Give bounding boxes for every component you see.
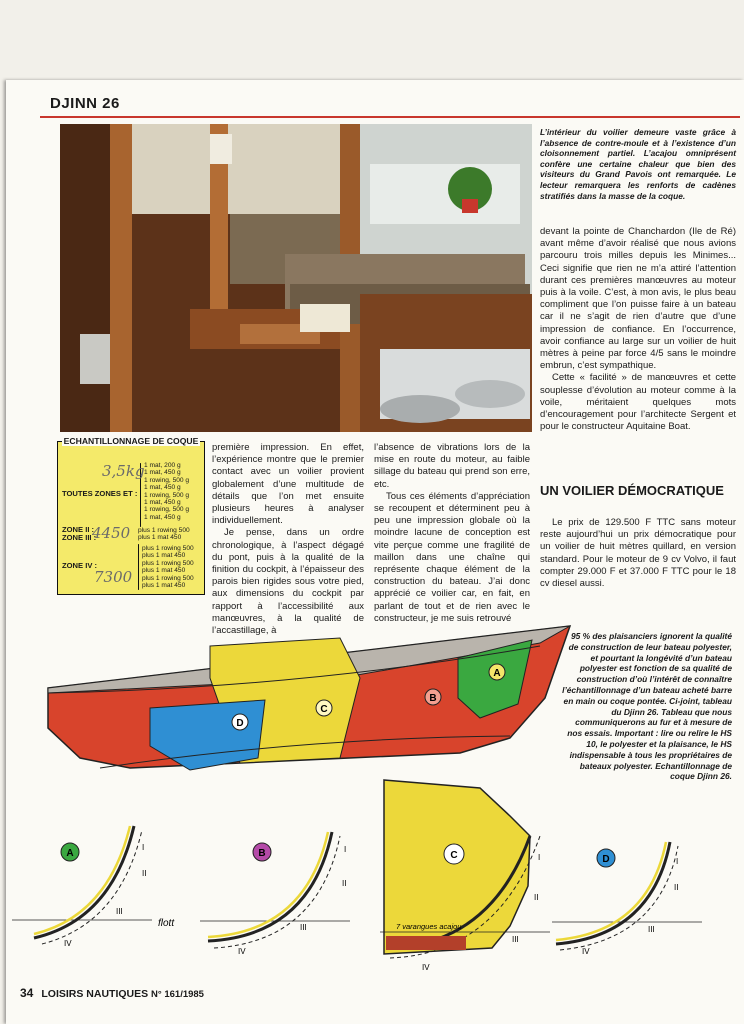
- interior-photo-drawing: [60, 124, 532, 432]
- section-c-roman: II: [534, 893, 539, 902]
- hull-label-b: B: [429, 693, 437, 704]
- sampling-table: [57, 436, 205, 595]
- brace-zone-4: [138, 544, 139, 590]
- section-b: [200, 826, 380, 966]
- paragraph: Tous ces éléments d’appréciation se recoupent et déterminent peu à peu une impression globale où la moindre lacune de conception est vite perçue comme une fragilité de maillon dans une chaîne qui représente chaque élément de la construction du bateau. J’ai donc apprécié ce voilier car, en fait, en parlant de tout et de rien avec le constructeur, je me suis retrouvé: [374, 490, 530, 624]
- zone-all-label: TOUTES ZONES ET :: [62, 489, 138, 498]
- section-c-roman: IV: [422, 963, 430, 972]
- handwritten-note-3: 7300: [94, 568, 133, 586]
- paragraph: Le prix de 129.500 F TTC sans moteur reste aujourd’hui un prix démocratique pour un voilier de huit mètres quillard, en version standard. Pour le moteur de 9 cv Volvo, il faut compter 29.000 F et 37.000 F TTC pour le 18 cv diesel aussi.: [540, 517, 736, 590]
- section-c-label: C: [450, 850, 458, 861]
- header-rule: [40, 116, 740, 118]
- subheading: UN VOILIER DÉMOCRATIQUE: [540, 483, 724, 498]
- hull-label-a: A: [493, 668, 501, 679]
- section-d-roman: IV: [582, 947, 590, 956]
- zone-3-label: ZONE III :: [62, 533, 97, 542]
- section-a-roman: II: [142, 869, 147, 878]
- section-a-roman: III: [116, 907, 123, 916]
- magazine-name: LOISIRS NAUTIQUES: [41, 988, 149, 1000]
- handwritten-note-2: 4450: [92, 524, 131, 542]
- zone-all-items: 1 mat, 200 g 1 mat, 450 g 1 rowing, 500 g 1 mat, 450 g 1 rowing, 500 g 1 mat, 450 g 1 rowing, 500 g 1 mat, 450 g: [144, 462, 190, 521]
- column-left: [212, 442, 364, 637]
- section-b-roman: III: [300, 923, 307, 932]
- column-middle: [374, 442, 530, 625]
- zone-4-items: plus 1 rowing 500 plus 1 mat 450 plus 1 rowing 500 plus 1 mat 450 plus 1 rowing 500 plus 1 mat 450: [142, 545, 194, 590]
- diagram-caption: 95 % des plaisanciers ignorent la qualité de construction de leur bateau polyester, et pourtant la longévité d’un bateau polyester est fonction de sa qualité de construction d’où l’intérêt de connaître l’échantillonnage d’un bateau acheté barre en main ou coque pontée. Ci-joint, tableau du Djinn 26. Tableau que nous communiquerons au fur et à mesure de nos essais. Important : lire ou relire le HS 10, le polyester et la plaisance, le HS indispensable à tous les propriétaires de bateaux polyester. Echantillonnage de coque Djinn 26.: [562, 631, 732, 782]
- paragraph: devant la pointe de Chanchardon (Ile de Ré) avant même d’avoir réalisé que nous avions parcouru trois milles depuis les Minimes... Ceci signifie que rien ne m’a attiré l’attention durant ces premières manœuvres au moteur puis à la voile. C’est, à mon avis, le plus beau compliment que l’on puisse faire à un bateau car il ne s’agit de rien d’autre que d’une impression de confiance. En l’occurrence, avoir confiance au large sur un voilier de huit mètres à peine par force 4/5 sans le moindre embrun, c’est sympathique.: [540, 226, 736, 372]
- section-c: [380, 776, 550, 976]
- section-d-roman: II: [674, 883, 679, 892]
- section-a: [12, 820, 192, 960]
- paragraph: première impression. En effet, l’expérience montre que le premier contact avec un voilier provient globalement d’une multitude de détails que l’on met ensuite plusieurs heures à analyser individuellement.: [212, 442, 364, 527]
- section-b-roman: II: [342, 879, 347, 888]
- section-d: [552, 836, 732, 966]
- column-right: [540, 226, 736, 433]
- section-b-roman: IV: [238, 947, 246, 956]
- hull-label-c: C: [320, 704, 328, 715]
- section-a-label: A: [66, 848, 74, 859]
- handwritten-note-1: 3,5kg: [102, 462, 145, 480]
- page-footer: [20, 986, 204, 1000]
- section-b-label: B: [258, 848, 266, 859]
- paragraph: Cette « facilité » de manœuvres et cette souplesse d’évolution au moteur comme à la voile, méritaient quelques mots d’encouragement pour l’architecte Sergent et pour le constructeur Aquitaine Boat.: [540, 372, 736, 433]
- section-d-label: D: [602, 854, 610, 865]
- section-d-roman: III: [648, 925, 655, 934]
- column-right-2: [540, 517, 736, 590]
- hull-label-d: D: [236, 718, 244, 729]
- paragraph: l’absence de vibrations lors de la mise en route du moteur, au faible sillage du bateau qui prend son erre, etc.: [374, 442, 530, 490]
- section-a-laminate: [34, 826, 130, 934]
- running-header: DJINN 26: [50, 95, 120, 112]
- section-c-roman: I: [538, 853, 541, 862]
- handwritten-flott: flott: [158, 918, 175, 929]
- photo-caption: L’intérieur du voilier demeure vaste grâce à l’absence de contre-moule et à l’existence d’un cloisonnement partiel. L’acajou omniprésent confère une certaine chaleur que bien des visiteurs du Grand Pavois ont remarquée. Le lecteur remarquera les renforts de cadènes stratifiés dans la masse de la coque.: [540, 127, 736, 201]
- sampling-table-title: ECHANTILLONNAGE DE COQUE: [63, 436, 199, 446]
- section-a-roman: IV: [64, 939, 72, 948]
- interior-photo: [60, 124, 532, 432]
- section-b-roman: I: [344, 845, 347, 854]
- zone-23-items: plus 1 rowing 500 plus 1 mat 450: [138, 527, 190, 542]
- page-number: 34: [20, 986, 34, 1000]
- handwritten-varangues: 7 varangues acajou: [396, 922, 462, 931]
- zone-2-label: ZONE II :: [62, 525, 95, 534]
- paragraph: Je pense, dans un ordre chronologique, à l’aspect dégagé du pont, puis à la qualité de la finition du cockpit, à l’épaisseur des parois bien rigides sous votre pied, aux dimensions du cockpit par rapport à l’accessibilité aux manœuvres, à la qualité de l’accastillage, à: [212, 527, 364, 637]
- section-d-roman: I: [676, 857, 679, 866]
- zone-4-label: ZONE IV :: [62, 561, 98, 570]
- section-a-hull-line: [34, 826, 134, 938]
- issue-number: N° 161/1985: [151, 989, 204, 1000]
- hull-diagram: [40, 618, 580, 780]
- section-a-roman: I: [142, 843, 145, 852]
- section-c-floors: [386, 936, 466, 950]
- section-c-roman: III: [512, 935, 519, 944]
